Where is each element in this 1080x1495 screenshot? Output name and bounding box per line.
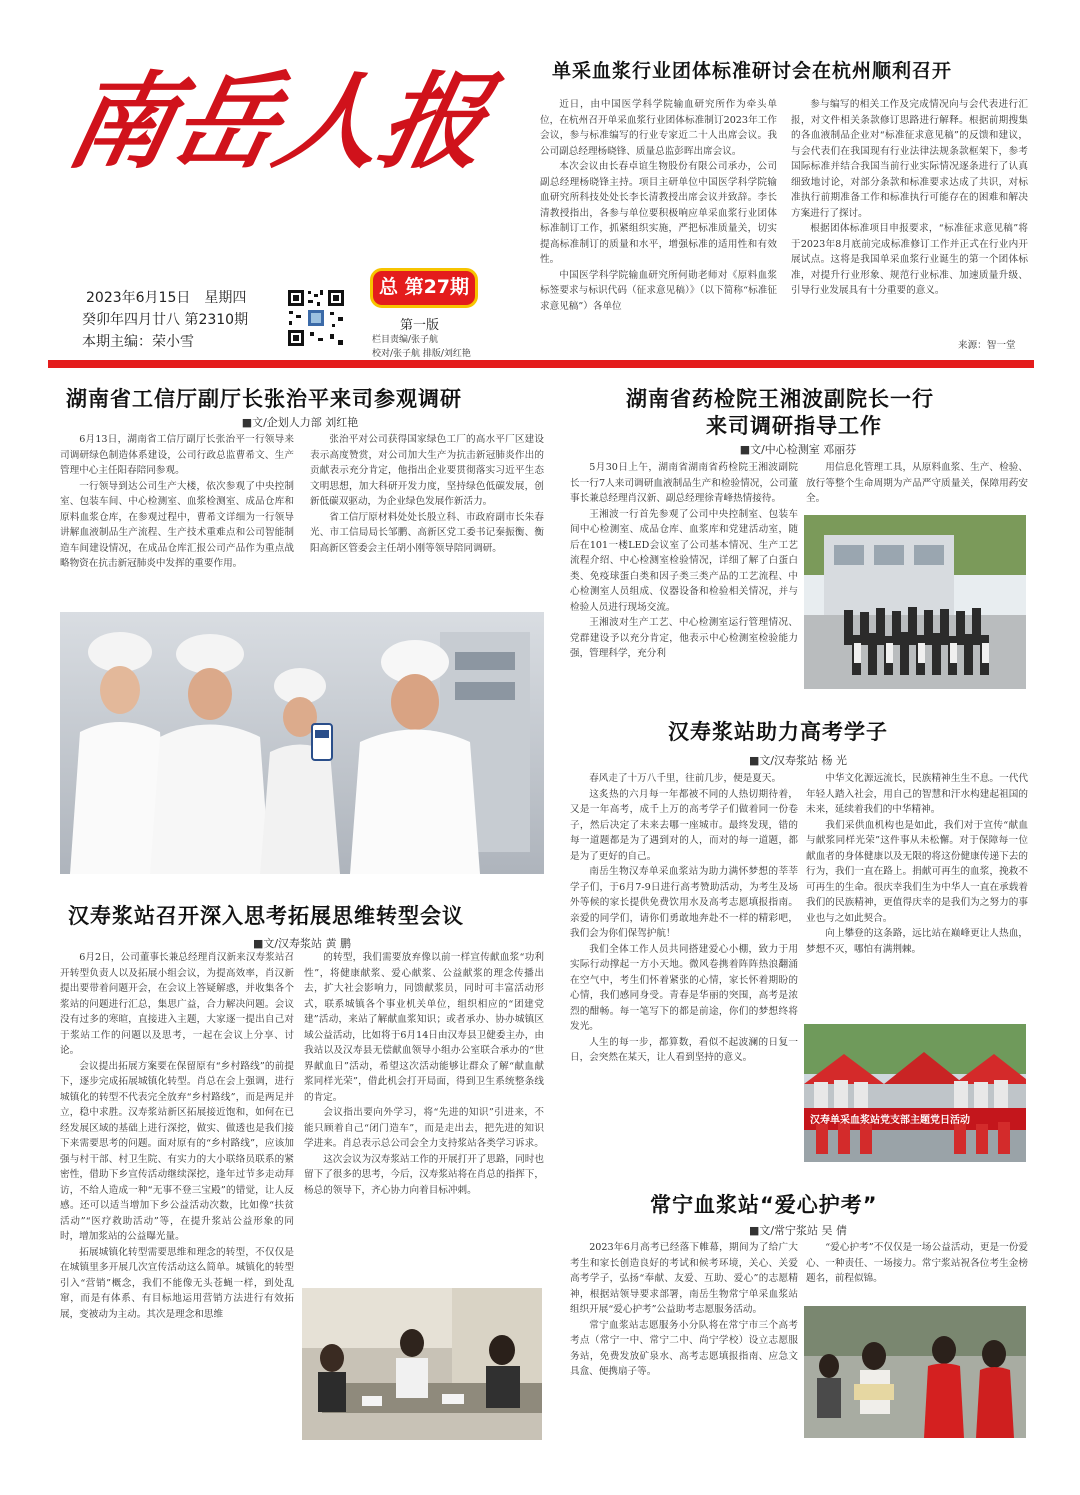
issue-editor: 本期主编：荣小雪 — [82, 334, 194, 350]
top-article-title: 单采血浆行业团体标准研讨会在杭州顺利召开 — [552, 60, 953, 82]
top-article-body — [540, 97, 1028, 347]
paragraph: 南岳生物汉寿单采血浆站为助力满怀梦想的莘莘学子们，于6月7-9日进行高考赞助活动，为考生及场外等候的家长提供免费饮用水及高考志愿填报指南。亲爱的同学们，请你们勇敢地奔赴不一样的精彩吧，我们会为你们保驾护航！ — [570, 866, 798, 939]
paragraph: 一行领导到达公司生产大楼，依次参观了中央控制室、包装车间、中心检测室、血浆检测室、成品仓库和原料血浆仓库，在参观过程中，曹希文详细为一行领导讲解血液制品生产流程、生产技术重难点和公司智能制造车间建设情况，在成品仓库汇报公司产品作为重点战略物资在抗击新冠肺炎中发挥的重要作用。 — [60, 480, 294, 569]
paragraph: 6月2日，公司董事长兼总经理肖汉新来汉寿浆站召开转型负责人以及拓展小组会议，为提高效率，肖汉新提出要带着问题开会，在会议上答疑解惑，并收集各个浆站的问题进行汇总，集思广益，合力解决问题。会议没有过多的寒暄，直接进入主题，大家逐一提出自己对于浆站工作的问题以及思考，一起在会议上分享、讨论。 — [60, 952, 294, 1056]
paragraph: 根据团体标准项目申报要求，“标准征求意见稿”将于2023年8月底前完成标准修订工作并正式在行业内开展试点。这将是我国单采血浆行业诞生的第一个团体标准，对提升行业形象、规范行业标准、加速质量升级、引导行业发展具有十分重要的意义。 — [791, 223, 1028, 296]
qr-code — [286, 288, 346, 348]
paragraph: 常宁血浆站志愿服务小分队将在常宁市三个高考考点（常宁一中、常宁二中、尚宁学校）设立志愿服务站，免费发放矿泉水、高考志愿填报指南、应急文具盒、便携扇子等。 — [570, 1319, 798, 1377]
header-divider — [48, 360, 1034, 368]
masthead-char-1: 南 — [57, 60, 188, 183]
issue-date: 2023年6月15日 星期四 — [86, 290, 247, 306]
article-e-title: 常宁血浆站“爱心护考” — [650, 1193, 878, 1217]
article-c-photo — [302, 1288, 542, 1440]
column-editor: 栏目责编/张子航 — [372, 335, 439, 345]
top-article-col-1 — [540, 97, 777, 347]
paragraph: 我们全体工作人员共同搭建爱心小棚，致力于用实际行动撑起一方小天地。微风卷携着阵阵热浪翻涌在空气中，考生们怀着紧张的心情，家长怀着期盼的心情，我们感同身受。青春是华丽的突围，高考是浓烈的酣畅。每一笔写下的都是前途，你们的梦想终将发光。 — [570, 943, 798, 1032]
top-article-source: 来源：智一堂 — [958, 340, 1016, 351]
article-e-photo — [804, 1306, 1026, 1438]
article-a-photo — [60, 612, 544, 874]
article-c-col-1 — [60, 950, 294, 1445]
proof-line: 校对/张子航 排版/刘红艳 — [372, 349, 471, 359]
paragraph: 用信息化管理工具，从原料血浆、生产、检验、放行等整个生命周期为产品严守质量关，保障用药安全。 — [806, 462, 1028, 504]
article-c-byline: ■文/汉寿浆站 黄 鹏 — [252, 937, 352, 950]
article-e-col-2 — [806, 1240, 1028, 1302]
paragraph: 这次会议为汉寿浆站工作的开展打开了思路，同时也留下了很多的思考，今后，汉寿浆站将在肖总的指挥下，杨总的领导下，齐心协力向着目标冲刺。 — [304, 1153, 544, 1196]
paragraph: 的转型，我们需要放弃像以前一样宣传献血浆“功利性”，将健康献浆、爱心献浆、公益献浆的理念传播出去，扩大社会影响力，同馈献浆员，同时可丰富活动形式，联系城镇各个事业机关单位，组织相应的“团建党建”活动，来站了解献血浆知识；或者承办、协办城镇区域公益活动，比如将于6月14日由汉寿县卫健委主办，由我站以及汉寿县无偿献血领导小组办公室联合承办的“世界献血日”活动，希望这次活动能够让群众了解“献血献浆同样光荣”，借此机会打开局面，得到卫生系统整条线的肯定。 — [304, 952, 544, 1103]
paragraph: 近日，由中国医学科学院输血研究所作为牵头单位，在杭州召开单采血浆行业团体标准制订2023年工作会议，参与标准编写的行业专家近二十人出席会议。我公司副总经理杨晓锋、质量总监彭晖出席会议。 — [540, 99, 777, 157]
masthead-char-2: 岳 — [161, 60, 292, 183]
article-a-title: 湖南省工信厅副厅长张治平来司参观调研 — [66, 387, 462, 411]
article-d-photo — [804, 1024, 1026, 1162]
article-b-col-1 — [570, 460, 798, 702]
article-b-title-2: 来司调研指导工作 — [706, 414, 882, 438]
article-d-col-1 — [570, 771, 798, 1156]
paragraph: 6月13日，湖南省工信厅副厅长张治平一行领导来司调研绿色制造体系建设，公司行政总监曹希文、生产管理中心主任阳春陪同参观。 — [60, 434, 294, 476]
issue-lunar: 癸卯年四月廿八 第2310期 — [82, 312, 249, 328]
paragraph: 5月30日上午，湖南省湖南省药检院王湘波副院长一行7人来司调研血液制品生产和检验情况，公司董事长兼总经理肖汉新、副总经理徐青峰热情接待。 — [570, 462, 798, 504]
article-a-body — [60, 432, 544, 612]
paragraph: 中国医学科学院输血研究所何勋老师对《原料血浆标签要求与标识代码（征求意见稿）》（以下简称“标准征求意见稿”）各单位 — [540, 269, 777, 312]
article-a-byline: ■文/企划人力部 刘红艳 — [241, 416, 359, 429]
article-d-title: 汉寿浆站助力高考学子 — [668, 720, 888, 744]
paragraph: 人生的每一步，都算数，看似不起波澜的日复一日，会突然在某天，让人看到坚持的意义。 — [570, 1036, 798, 1063]
paragraph: 张治平对公司获得国家绿色工厂的高水平厂区建设表示高度赞赏，对公司加大生产为抗击新冠肺炎作出的贡献表示充分肯定，他指出企业要贯彻落实习近平生态文明思想，加大科研开发力度，坚持绿色低碳发展，创新低碳双驱动，为企业绿色发展作新活力。 — [310, 434, 544, 507]
masthead-logo — [57, 60, 510, 240]
top-article-col-2 — [791, 97, 1028, 347]
article-c-col-2 — [304, 950, 544, 1280]
article-b-photo — [804, 515, 1026, 689]
paragraph: 参与编写的相关工作及完成情况向与会代表进行汇报，对文件相关条款修订思路进行解释。根据前期搜集的各血液制品企业对“标准征求意见稿”的反馈和建议，与会代表们在我国现有行业法律法规条款框架下，参考国际标准并结合我国当前行业实际情况逐条进行了认真细致地讨论，对部分条款和标准要求达成了共识，对标准执行前期准备工作和标准执行可能存在的困难和解决方案进行了探讨。 — [791, 99, 1028, 219]
paragraph: 省工信厅原材料处处长殷立科、市政府副市长朱春光、市工信局局长邹鹏、高新区党工委书记秦振衡、衡阳高新区管委会主任胡小刚等领导陪同调研。 — [310, 511, 544, 554]
article-d-col-2 — [806, 771, 1028, 1021]
paragraph: 王湘波一行首先参观了公司中央控制室、包装车间中心检测室、成品仓库、血浆库和党建活动室，随后在101一楼LED会议室了公司基本情况、生产工艺流程介绍、中心检测室检验情况，详细了解了白蛋白类、免疫球蛋白类和因子类三类产品的工艺流程、中心检测室人员组成、仪器设备和检验相关情况，并与检验人员进行现场交流。 — [570, 508, 798, 613]
article-d-byline: ■文/汉寿浆站 杨 光 — [748, 754, 848, 767]
paragraph: 拓展城镇化转型需要思维和理念的转型，不仅仅是在城镇里多开展几次宣传活动这么简单。城镇化的转型引入“营销”概念，我们不能像无头苍蝇一样，到处乱窜，而是有体系、有目标地运用营销方法进行有效拓展，变被动为主动。其次是理念和思维 — [60, 1246, 294, 1320]
article-b-title-1: 湖南省药检院王湘波副院长一行 — [626, 387, 934, 411]
article-e-byline: ■文/常宁浆站 吴 倩 — [748, 1224, 848, 1237]
paragraph: 2023年6月高考已经落下帷幕，期间为了给广大考生和家长创造良好的考试和候考环境，关心、关爱高考学子，弘扬“奉献、友爱、互助、爱心”的志愿精神，根据站领导要求部署，南岳生物常宁单采血浆站组织开展“爱心护考”公益助考志愿服务活动。 — [570, 1242, 798, 1315]
paragraph: “爱心护考”不仅仅是一场公益活动，更是一份爱心、一种责任、一场接力。常宁浆站祝各位考生金榜题名，前程似锦。 — [806, 1242, 1028, 1284]
article-e-col-1 — [570, 1240, 798, 1440]
paragraph: 王湘波对生产工艺、中心检测室运行管理情况、党群建设予以充分肯定，他表示中心检测室检验能力强，管理科学，充分利 — [570, 617, 798, 659]
masthead-char-4: 报 — [369, 60, 500, 183]
issue-badge — [370, 268, 478, 308]
masthead-char-3: 人 — [265, 60, 396, 183]
paragraph: 春风走了十万八千里，往前几步，便是夏天。 — [589, 773, 782, 784]
paragraph: 会议提出拓展方案要在保留原有“乡村路线”的前提下，逐步完成拓展城镇化转型。肖总在会上强调，进行城镇化的转型不代表完全放弃“乡村路线”，而是两足并立，稳中求胜。汉寿浆站新区拓展接近饱和，如何在已经发展区域的基础上进行深挖，做实、做透也是我们接下来需要思考的问题。面对原有的“乡村路线”，应该加强与村干部、村卫生院、有实力的大小联络员联系的紧密性，借助下乡宣传活动继续深挖，逢年过节多走动拜访，不给人造成一种“无事不登三宝殿”的错觉，让人反感。还可以适当增加下乡公益活动次数，比如像“扶贫活动”“医疗救助活动”等，在提升浆站公益形象的同时，增加浆站的公益曝光量。 — [60, 1060, 294, 1242]
page-label: 第一版 — [400, 318, 440, 333]
paragraph: 向上攀登的这条路，远比站在巅峰更让人热血，梦想不灭，哪怕有满荆棘。 — [806, 928, 1028, 955]
article-c-title: 汉寿浆站召开深入思考拓展思维转型会议 — [68, 904, 464, 928]
article-b-col-2 — [806, 460, 1028, 512]
paragraph: 会议指出要向外学习，将“先进的知识”引进来，不能只顾着自己“闭门造车”，而是走出去，把先进的知识学进来。肖总表示总公司会全力支持浆站各类学习诉求。 — [304, 1107, 544, 1149]
photo-banner-text: 汉寿单采血浆站党支部主题党日活动 — [810, 1115, 970, 1126]
article-b-byline: ■文/中心检测室 邓丽芬 — [739, 443, 857, 456]
paragraph: 本次会议由长春卓谊生物股份有限公司承办，公司副总经理杨晓锋主持。项目主研单位中国医学科学院输血研究所科技处处长李长清教授出席会议并致辞。李长清教授指出，各参与单位要积极响应单采血浆行业团体标准制订工作，抓紧组织实施，严把标准质量关，切实提高标准制订的质量和水平，增强标准的适用性和有效性。 — [540, 161, 777, 265]
issue-badge-text: 总 第27期 — [378, 276, 470, 298]
paragraph: 这炙热的六月每一年都被不同的人热切期待着，又是一年高考，成千上万的高考学子们做着同一份卷子，然后决定了未来去哪一座城市。最终发现，错的每一道题都是为了遇到对的人，而对的每一道题，都是为了更好的自己。 — [570, 788, 798, 862]
paragraph: 我们采供血机构也是如此，我们对于宣传“献血与献浆同样光荣”这件事从未松懈。对于保障每一位献血者的身体健康以及无限的将这份健康传递下去的行为，我们一直在路上。捐献可再生的血浆，挽救不可再生的生命。很庆幸我们生为中华人一直在承载着我们的民族精神，更值得庆幸的是我们为之努力的事业也与之如此契合。 — [806, 819, 1028, 924]
paragraph: 中华文化源远流长，民族精神生生不息。一代代年轻人踏入社会，用自己的智慧和汗水构建起祖国的未来，延续着我们的中华精神。 — [806, 773, 1028, 815]
